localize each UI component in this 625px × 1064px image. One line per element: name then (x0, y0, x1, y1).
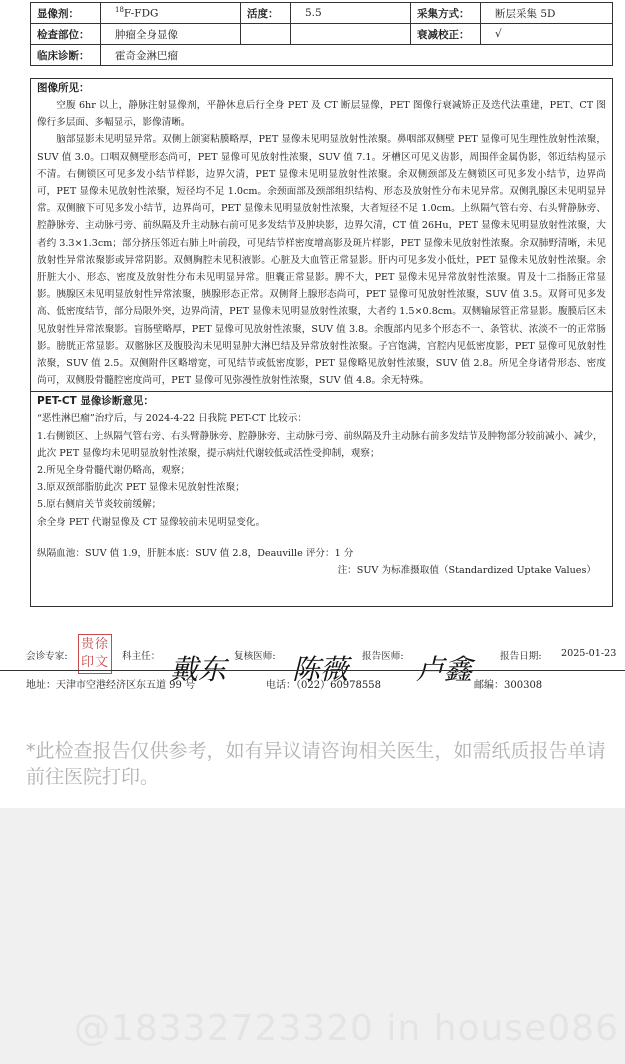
exam-part-value: 肿瘤全身显像 (101, 24, 241, 45)
conclusion-line: 2.所见全身骨髓代谢仍略高，观察； (37, 465, 191, 477)
findings-text (31, 97, 612, 389)
footer-contact (0, 670, 625, 694)
seal-stamp: 贵徐印文 (78, 634, 112, 674)
activity-value: 5.5 (291, 3, 411, 24)
director-label: 科主任： (122, 651, 161, 662)
conclusion-line: 1.右侧锁区、上纵隔气管右旁、右头臂静脉旁、腔静脉旁、主动脉弓旁、前纵隔及升主动脉右前多发结节及肿物部分较前减小、减少，此次 PET 显像均未见明显放射性浓聚，提示病灶代谢较低或活性受抑制，观察； (37, 430, 603, 459)
activity-label: 活度： (241, 3, 291, 24)
conclusion-line: 余全身 PET 代谢显像及 CT 显像较前未见明显变化。 (37, 516, 266, 528)
disclaimer-text: *此检查报告仅供参考，如有异议请咨询相关医生，如需纸质报告单请前往医院打印。 (26, 740, 606, 788)
conclusion-line: 3.原双颈部脂肪此次 PET 显像未见放射性浓聚； (37, 482, 245, 494)
header-row-3 (31, 45, 613, 66)
hospital-address: 地址：天津市空港经济区东五道 99 号 (26, 680, 196, 691)
watermark-text: @18332723320 in house086 (74, 1008, 619, 1049)
spacer (37, 531, 606, 545)
exam-part-label: 检查部位： (31, 24, 101, 45)
diagnosis-label: 临床诊断： (31, 45, 101, 66)
header-info-table (30, 2, 613, 66)
hospital-postcode: 邮编：300308 (474, 680, 543, 691)
reporter-signature: 卢鑫 (416, 653, 473, 686)
conclusion-line: “恶性淋巴瘤”治疗后，与 2024-4-22 日我院 PET-CT 比较示： (37, 413, 307, 425)
tracer-name: F-FDG (123, 7, 159, 20)
empty-cell (291, 24, 411, 45)
acquisition-value: 断层采集 5D (481, 3, 613, 24)
reviewer-signature: 陈薇 (292, 653, 349, 686)
conclusion-line: 5.原右侧肩关节炎较前缓解； (37, 499, 162, 511)
empty-cell (241, 24, 291, 45)
acquisition-label: 采集方式： (411, 3, 481, 24)
diagnosis-value: 霍奇金淋巴瘤 (101, 45, 613, 66)
header-row-2 (31, 24, 613, 45)
report-date: 2025-01-23 (561, 648, 617, 659)
findings-paragraph: 空腹 6hr 以上，静脉注射显像剂，平静休息后行全身 PET 及 CT 断层显像，PET 图像行衰减矫正及迭代法重建，PET、CT 图像行多层面、多幅显示，影像清晰。 (37, 100, 606, 129)
attenuation-label: 衰减校正： (411, 24, 481, 45)
tracer-isotope-superscript: 18 (115, 6, 124, 15)
findings-box (30, 78, 613, 607)
findings-title: 图像所见： (37, 82, 90, 94)
consult-label: 会诊专家: (26, 651, 68, 662)
director-signature: 戴东 (170, 653, 227, 686)
hospital-phone: 电话：（022）60978558 (266, 680, 381, 691)
reviewer-label: 复核医师: (234, 651, 276, 662)
reference-values: 纵隔血池：SUV 值 1.9，肝脏本底：SUV 值 2.8，Deauville 评分：1 分 (37, 547, 354, 559)
reporter-label: 报告医师: (362, 651, 404, 662)
tracer-label: 显像剂： (31, 3, 101, 24)
header-row-1 (31, 3, 613, 24)
conclusion-title: PET-CT 显像诊断意见： (37, 395, 154, 408)
attenuation-value: √ (481, 24, 613, 45)
findings-paragraph: 脑部显影未见明显异常。双侧上颌窦粘膜略厚，PET 显像未见明显放射性浓聚。鼻咽部双侧壁 PET 显像可见生理性放射性浓聚，SUV 值 3.0。口咽双侧壁形态尚可，PET 显像可见放射性浓聚，SUV 值 7.1。牙槽区可见义齿影，周围伴金属伪影，邻近结构显示不清。右侧锁区可见多发小结节样影，边界欠清，PET 显像未见明显放射性浓聚。余双侧颈部及左侧锁区可见多发小结节，边界尚可，PET 显像未见放射性浓聚，短径均不足 1.0cm。余颈面部及颈部组织结构、形态及放射性分布未见异常。双侧乳腺区未见明显异常。双侧腋下可见多发小结节，边界尚可，PET 显像未见明显放射性浓聚，大者短径不足 1.0cm。上纵隔气管右旁、右头臂静脉旁、腔静脉旁、主动脉弓旁、前纵隔及升主动脉右前可见多发结节及肿块影，边界欠清，CT 值 26Hu，PET 显像未见明显放射性浓聚，大者约 3.3×1.3cm；部分挤压邻近右肺上叶前段，可见结节样密度增高影及斑片样影，PET 显像未见放射性浓聚。余双肺野清晰，未见放射性异常浓聚影或异常阴影。双侧胸腔未见积液影。心脏及大血管正常显影。肝内可见多发小低灶，PET 显像未见放射性浓聚。余肝脏大小、形态、密度及放射性分布未见明显异常。胆囊正常显影。脾不大，PET 显像未见异常放射性浓聚。胃及十二指肠正常显影。胰腺区未见明显放射性异常浓聚，胰腺形态正常。双侧肾上腺形态尚可，PET 显像可见放射性浓聚，SUV 值 3.5。双肾可见多发高、低密度结节，部分局限外突，边界尚清，PET 显像未见明显放射性浓聚，大者约 1.5×0.8cm。双侧输尿管正常显影。腹膜后区未见放射性异常浓聚影。盲肠壁略厚，PET 显像可见放射性浓聚，SUV 值 3.8。余腹部内见多个形态不一、条管状、浓淡不一的正常肠影。膀胱正常显影。双髂脉区及腹股沟未见明显肿大淋巴结及异常放射性浓聚。子宫饱满，宫腔内见低密度影，PET 显像可见放射性浓聚，SUV 值 2.5。双侧附件区略增宽，可见结节或低密度影，PET 显像略见放射性浓聚，SUV 值 2.8。所见全身诸骨形态、密度尚可，双侧股骨髓腔密度尚可，PET 显像可见弥漫性放射性浓聚，SUV 值 4.8。余无特殊。 (37, 134, 606, 387)
tracer-value (101, 3, 241, 24)
suv-note: 注：SUV 为标准摄取值（Standardized Uptake Values） (337, 565, 596, 577)
date-label: 报告日期: (500, 651, 542, 662)
conclusion-text (31, 410, 612, 562)
